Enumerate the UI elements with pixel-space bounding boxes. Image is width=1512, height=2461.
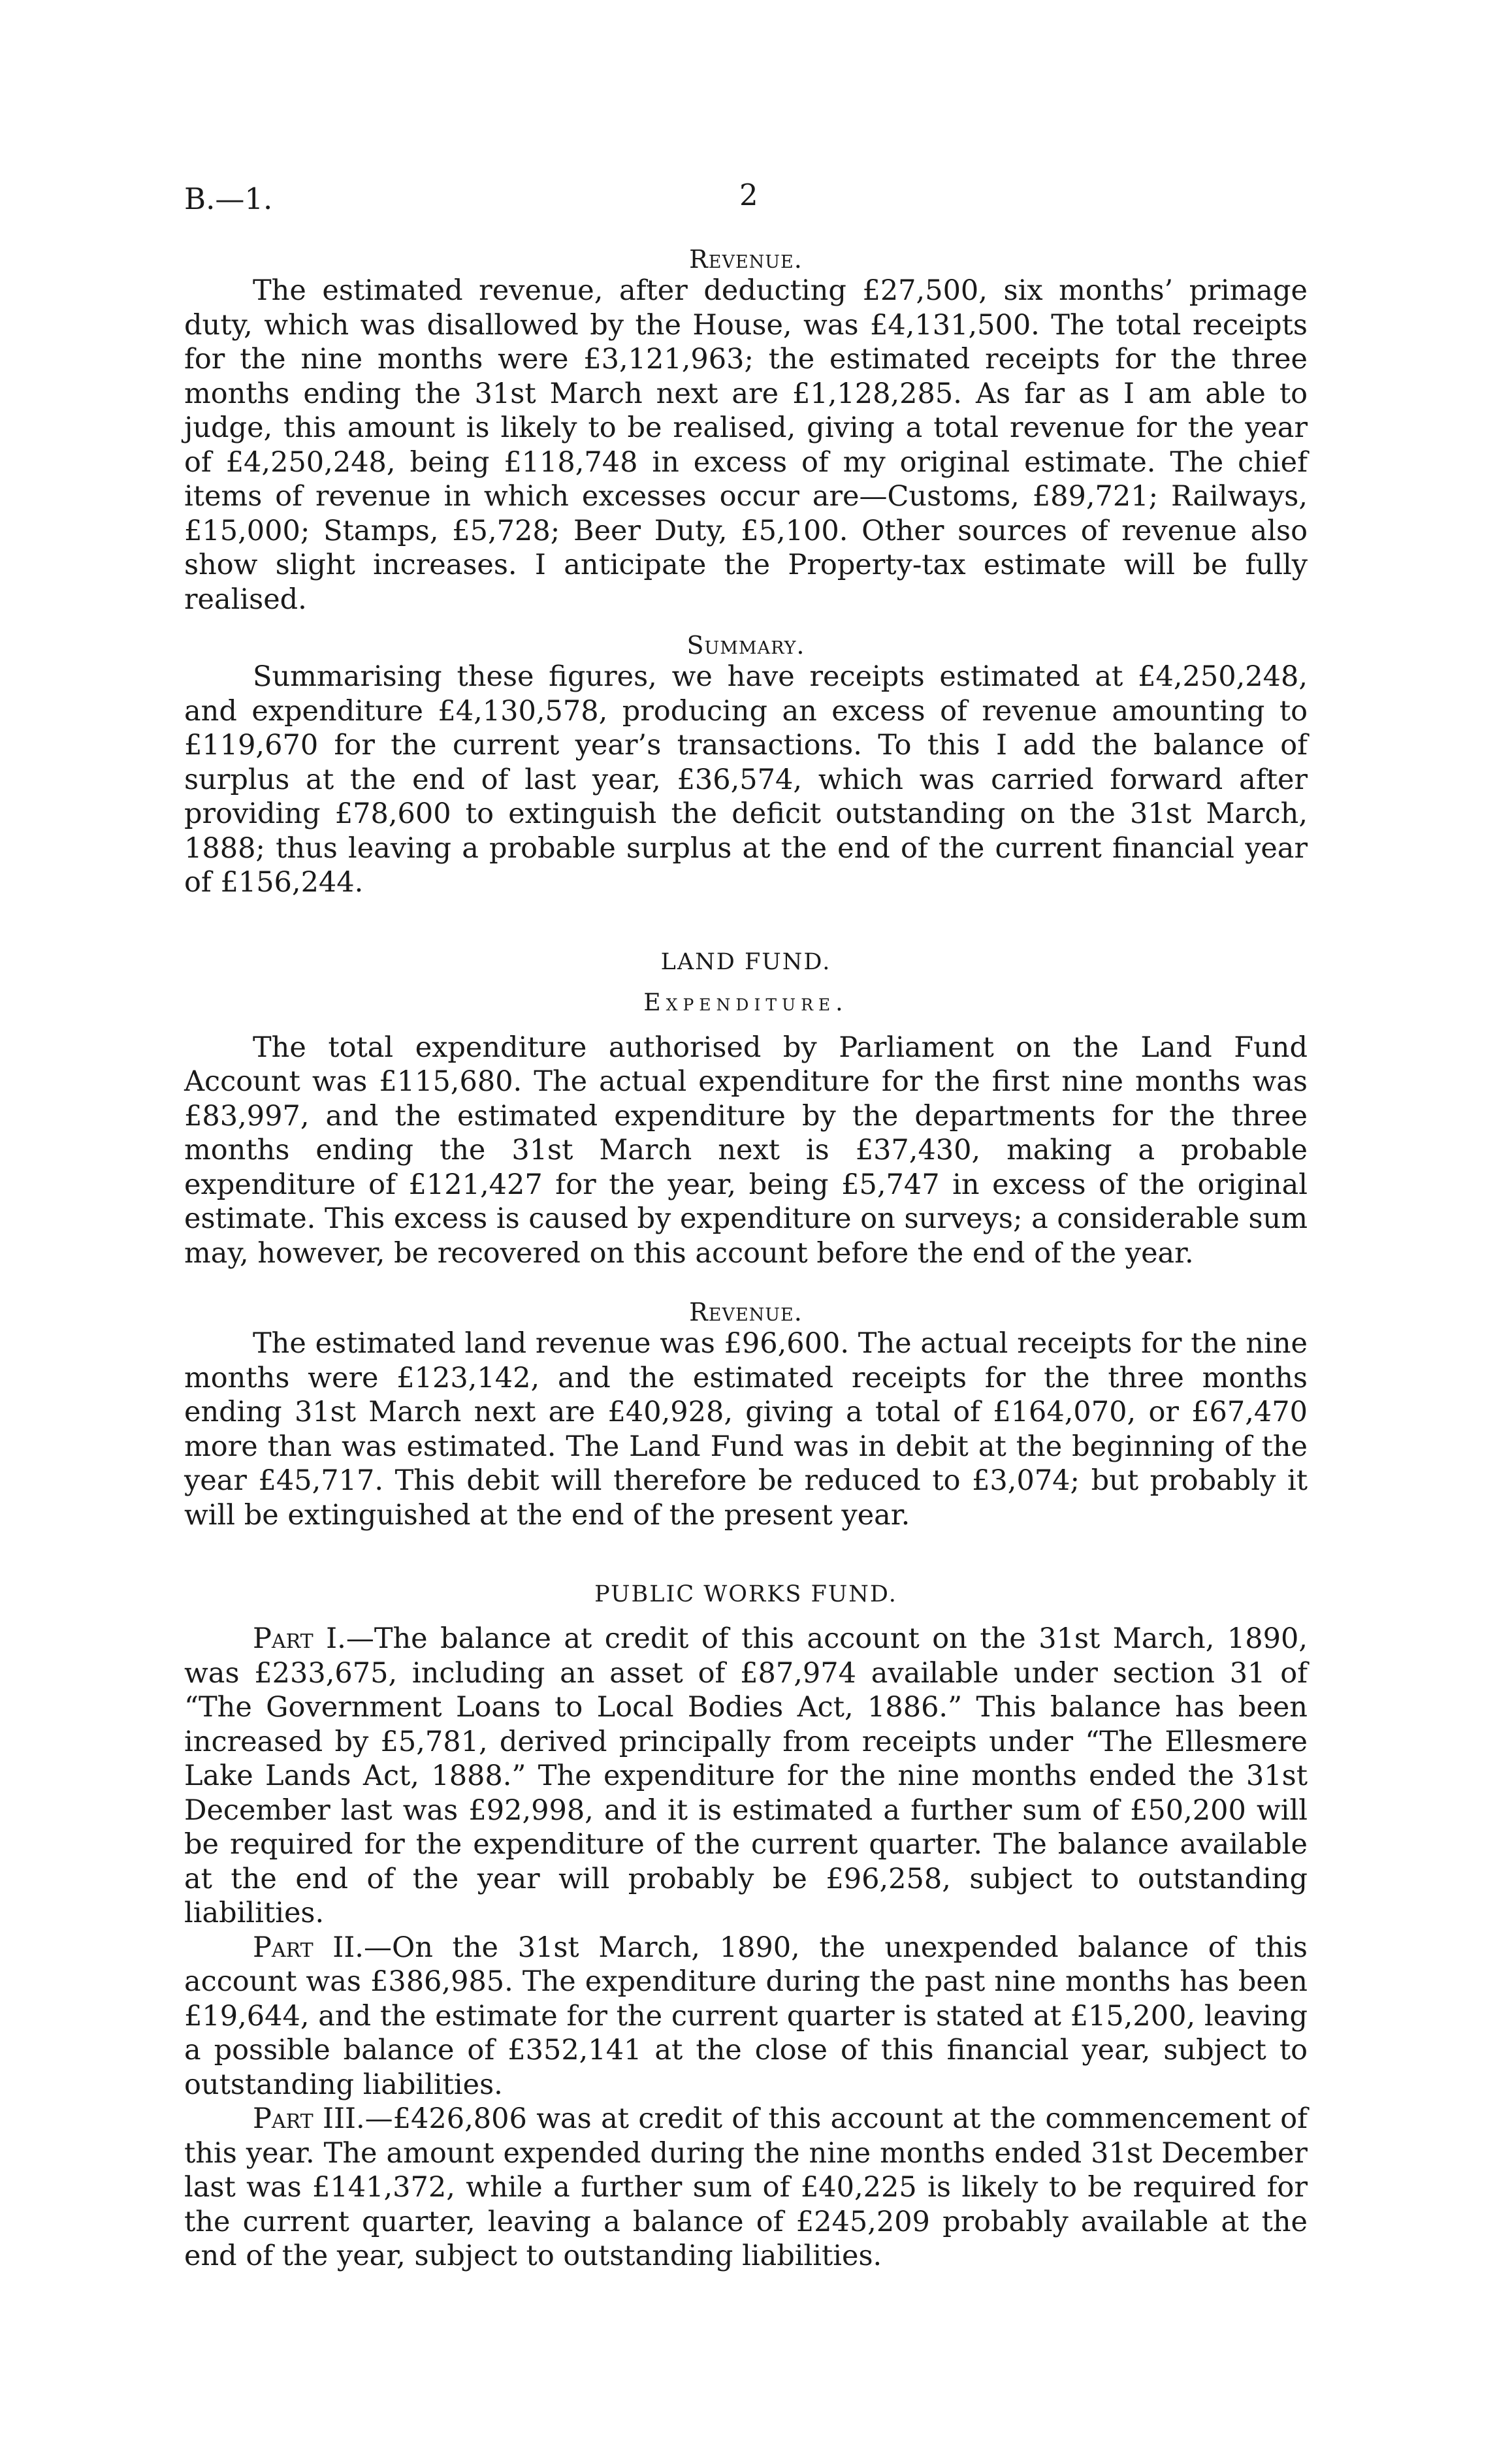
part-2-text: —On the 31st March, 1890, the unexpended balance of this account was £386,985. The expenditure during the past nine months has been £19,644, and the estimate for the current quarter is stated at £15,200, leaving a possible balance of £352,141 at the close of this financial year, subject to outstanding liabilities. [184, 1931, 1308, 2101]
summary-paragraph: Summarising these figures, we have receipts estimated at £4,250,248, and expenditure £4,130,578, producing an excess of revenue amounting to £119,670 for the current year’s transactions. To this I add the balance of surplus at the end of last year, £36,574, which was carried forward after providing £78,600 to extinguish the deficit outstanding on the 31st March, 1888; thus leaving a probable surplus at the end of the current financial year of £156,244. [184, 660, 1308, 899]
page-number: 2 [739, 178, 758, 212]
land-fund-revenue-heading: Revenue. [689, 1298, 803, 1327]
part-3-text: —£426,806 was at credit of this account at the commencement of this year. The amount expended during the nine months ended 31st December last was £141,372, while a further sum of £40,225 is likely to be required for the current quarter, leaving a balance of £245,209 probably available at the end of the year, subject to outstanding liabilities. [184, 2102, 1308, 2272]
page-body [184, 245, 1308, 2274]
part-2-label: Part II. [253, 1931, 364, 1964]
public-works-part-3 [184, 2102, 1308, 2274]
part-1-label: Part I. [253, 1622, 346, 1655]
part-1-text: —The balance at credit of this account on the 31st March, 1890, was £233,675, including an asset of £87,974 available under section 31 of “The Government Loans to Local Bodies Act, 1886.” This balance has been increased by £5,781, derived principally from receipts under “The Ellesmere Lake Lands Act, 1888.” The expenditure for the nine months ended the 31st December last was £92,998, and it is estimated a further sum of £50,200 will be required for the expenditure of the current quarter. The balance available at the end of the year will probably be £96,258, subject to outstanding liabilities. [184, 1622, 1308, 1929]
public-works-fund-title: PUBLIC WORKS FUND. [594, 1581, 897, 1607]
revenue-heading: Revenue. [689, 245, 803, 274]
document-reference: B.—1. [184, 182, 273, 216]
public-works-part-1 [184, 1622, 1308, 1931]
public-works-part-2 [184, 1931, 1308, 2102]
part-3-label: Part III. [253, 2102, 365, 2135]
land-fund-expenditure-heading: Expenditure. [643, 989, 848, 1016]
land-fund-title: LAND FUND. [660, 948, 831, 975]
land-fund-revenue-paragraph: The estimated land revenue was £96,600. The actual receipts for the nine months were £123,142, and the estimated receipts for the three months ending 31st March next are £40,928, giving a total of £164,070, or £67,470 more than was estimated. The Land Fund was in debit at the beginning of the year £45,717. This debit will therefore be reduced to £3,074; but probably it will be extinguished at the end of the present year. [184, 1327, 1308, 1532]
summary-heading: Summary. [686, 631, 805, 660]
revenue-paragraph: The estimated revenue, after deducting £27,500, six months’ primage duty, which was disallowed by the House, was £4,131,500. The total receipts for the nine months were £3,121,963; the estimated receipts for the three months ending the 31st March next are £1,128,285. As far as I am able to judge, this amount is likely to be realised, giving a total revenue for the year of £4,250,248, being £118,748 in excess of my original estimate. The chief items of revenue in which excesses occur are—Customs, £89,721; Railways, £15,000; Stamps, £5,728; Beer Duty, £5,100. Other sources of revenue also show slight increases. I anticipate the Property-tax estimate will be fully realised. [184, 274, 1308, 616]
land-fund-expenditure-paragraph: The total expenditure authorised by Parliament on the Land Fund Account was £115,680. The actual expenditure for the first nine months was £83,997, and the estimated expenditure by the departments for the three months ending the 31st March next is £37,430, making a probable expenditure of £121,427 for the year, being £5,747 in excess of the original estimate. This excess is caused by expenditure on surveys; a considerable sum may, however, be recovered on this account before the end of the year. [184, 1031, 1308, 1270]
